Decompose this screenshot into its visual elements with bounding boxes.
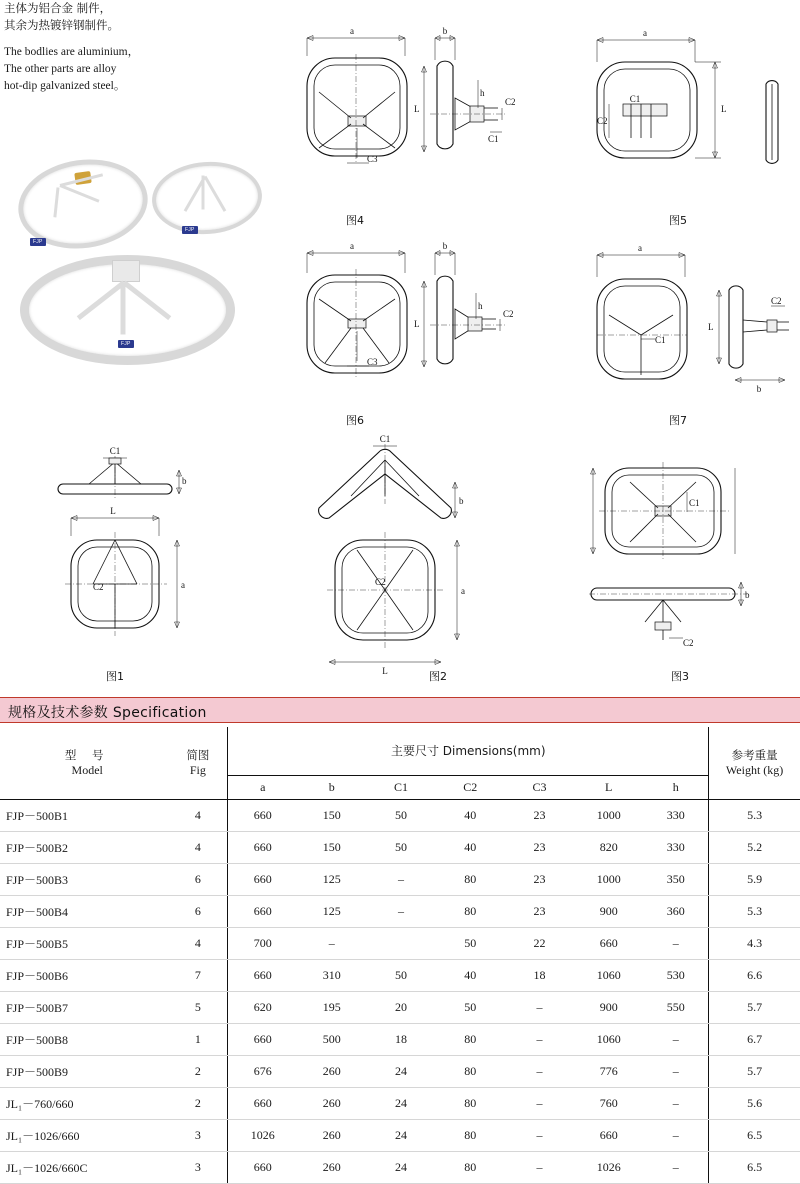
row-h: 360 (643, 895, 708, 927)
row-c3: 23 (505, 799, 574, 831)
row-b: – (297, 927, 366, 959)
row-L: 1000 (574, 799, 643, 831)
table-row (0, 895, 800, 927)
header-col-h: h (643, 775, 708, 799)
row-b: 150 (297, 831, 366, 863)
photo-2-label: FJP (182, 226, 198, 234)
row-c1: 24 (366, 1055, 435, 1087)
row-c2: 80 (436, 863, 505, 895)
table-header-row (0, 727, 800, 775)
row-a: 660 (228, 831, 297, 863)
row-L: 1000 (574, 863, 643, 895)
row-c2: 80 (436, 1055, 505, 1087)
table-head (0, 727, 800, 799)
row-c2: 80 (436, 1087, 505, 1119)
row-h: 330 (643, 799, 708, 831)
row-c1: 24 (366, 1087, 435, 1119)
row-c2: 40 (436, 799, 505, 831)
row-h: 550 (643, 991, 708, 1023)
row-model: FJP－500B6 (0, 959, 168, 991)
row-L: 820 (574, 831, 643, 863)
row-model: FJP－500B5 (0, 927, 168, 959)
header-col-b: b (297, 775, 366, 799)
row-a: 1026 (228, 1119, 297, 1151)
row-h: – (643, 1023, 708, 1055)
figure-2 (305, 430, 525, 675)
row-model: JL₁－1026/660 (0, 1119, 168, 1151)
figure-3 (575, 450, 775, 665)
svg-text:C2: C2 (505, 97, 516, 107)
svg-text:h: h (480, 88, 485, 98)
figure-6-side-view (410, 235, 540, 415)
figure-3-caption: 图3 (671, 670, 689, 683)
row-model: FJP－500B1 (0, 799, 168, 831)
row-b: 150 (297, 799, 366, 831)
row-fig: 4 (168, 831, 227, 863)
row-c3: – (505, 1055, 574, 1087)
row-c1: 18 (366, 1023, 435, 1055)
row-b: 260 (297, 1055, 366, 1087)
row-c3: 23 (505, 831, 574, 863)
svg-text:C1: C1 (689, 498, 700, 508)
description-en-line3: hot-dip galvanized steel。 (4, 80, 126, 92)
row-c1: 24 (366, 1119, 435, 1151)
svg-text:b: b (745, 590, 750, 600)
row-c1: – (366, 863, 435, 895)
svg-text:b: b (182, 476, 187, 486)
row-c3: – (505, 991, 574, 1023)
row-b: 260 (297, 1087, 366, 1119)
row-fig: 5 (168, 991, 227, 1023)
row-model: JL₁－1026/660C (0, 1151, 168, 1183)
svg-text:a: a (350, 26, 354, 36)
row-b: 125 (297, 863, 366, 895)
row-L: 900 (574, 895, 643, 927)
row-c3: 22 (505, 927, 574, 959)
row-b: 260 (297, 1151, 366, 1183)
row-model: FJP－500B7 (0, 991, 168, 1023)
svg-text:L: L (382, 666, 388, 676)
row-model: FJP－500B2 (0, 831, 168, 863)
svg-text:C2: C2 (771, 296, 782, 306)
row-L: 660 (574, 1119, 643, 1151)
row-weight: 5.7 (709, 1055, 800, 1087)
row-c1: – (366, 895, 435, 927)
row-c3: – (505, 1023, 574, 1055)
svg-text:C2: C2 (597, 116, 608, 126)
row-weight: 6.5 (709, 1151, 800, 1183)
table-row (0, 799, 800, 831)
row-c1: 50 (366, 959, 435, 991)
row-b: 260 (297, 1119, 366, 1151)
row-L: 776 (574, 1055, 643, 1087)
row-weight: 5.2 (709, 831, 800, 863)
svg-text:C1: C1 (379, 434, 391, 444)
header-weight-cn: 参考重量 (731, 747, 778, 762)
row-fig: 6 (168, 895, 227, 927)
row-model: FJP－500B4 (0, 895, 168, 927)
photo-3-label: FJP (118, 340, 134, 348)
svg-text:L: L (414, 104, 420, 114)
specification-table (0, 727, 800, 1184)
row-model: JL₁－760/660 (0, 1087, 168, 1119)
header-col-c1: C1 (366, 775, 435, 799)
svg-text:L: L (721, 104, 727, 114)
row-fig: 7 (168, 959, 227, 991)
row-c1: 24 (366, 1151, 435, 1183)
row-b: 500 (297, 1023, 366, 1055)
figure-5-caption: 图5 (669, 214, 687, 227)
svg-text:L: L (110, 506, 116, 516)
row-b: 195 (297, 991, 366, 1023)
header-model-en: Model (71, 762, 103, 777)
svg-text:h: h (478, 301, 483, 311)
row-c3: 23 (505, 863, 574, 895)
row-c2: 80 (436, 1023, 505, 1055)
table-row (0, 1087, 800, 1119)
row-h: – (643, 1151, 708, 1183)
figure-7-caption: 图7 (669, 414, 687, 427)
header-fig-en: Fig (189, 762, 206, 777)
table-row (0, 1023, 800, 1055)
row-c2: 50 (436, 991, 505, 1023)
row-c2: 80 (436, 895, 505, 927)
header-model-cn: 型 号 (64, 747, 110, 762)
figure-5-side-view (760, 70, 800, 190)
photo-3-plate (112, 260, 140, 282)
row-h: 330 (643, 831, 708, 863)
row-c2: 80 (436, 1151, 505, 1183)
row-L: 1060 (574, 959, 643, 991)
row-a: 660 (228, 959, 297, 991)
row-weight: 5.3 (709, 799, 800, 831)
svg-text:a: a (643, 28, 647, 38)
row-weight: 4.3 (709, 927, 800, 959)
table-row (0, 959, 800, 991)
specification-band (0, 697, 800, 723)
photo-3-spoke-c (121, 283, 126, 335)
description-en-line1: The bodlies are aluminium， (4, 46, 140, 58)
svg-text:a: a (461, 586, 465, 596)
row-weight: 5.6 (709, 1087, 800, 1119)
svg-text:C1: C1 (655, 335, 666, 345)
header-fig-cn: 简图 (186, 747, 210, 762)
row-a: 660 (228, 1151, 297, 1183)
svg-text:b: b (442, 241, 448, 251)
row-L: 1026 (574, 1151, 643, 1183)
row-a: 660 (228, 895, 297, 927)
row-b: 125 (297, 895, 366, 927)
row-a: 660 (228, 863, 297, 895)
svg-text:C2: C2 (683, 638, 694, 648)
svg-text:C3: C3 (367, 357, 378, 367)
svg-text:b: b (442, 26, 448, 36)
row-c3: 18 (505, 959, 574, 991)
row-weight: 6.7 (709, 1023, 800, 1055)
row-fig: 4 (168, 927, 227, 959)
row-L: 760 (574, 1087, 643, 1119)
table-row (0, 863, 800, 895)
row-weight: 6.5 (709, 1119, 800, 1151)
table-row (0, 831, 800, 863)
row-a: 660 (228, 799, 297, 831)
table-row (0, 1151, 800, 1183)
description-block (4, 0, 234, 95)
row-L: 1060 (574, 1023, 643, 1055)
row-c1: 50 (366, 799, 435, 831)
figure-5 (575, 20, 745, 195)
table-row (0, 1055, 800, 1087)
row-model: FJP－500B8 (0, 1023, 168, 1055)
row-h: 350 (643, 863, 708, 895)
svg-text:b: b (459, 496, 464, 506)
figure-6-caption: 图6 (346, 414, 364, 427)
svg-text:C1: C1 (629, 94, 641, 104)
row-c3: – (505, 1087, 574, 1119)
row-a: 660 (228, 1087, 297, 1119)
row-c1: 50 (366, 831, 435, 863)
row-c1: 20 (366, 991, 435, 1023)
row-fig: 3 (168, 1119, 227, 1151)
svg-text:C1: C1 (109, 446, 121, 456)
row-a: 660 (228, 1023, 297, 1055)
bottom-figures (0, 430, 800, 690)
row-model: FJP－500B3 (0, 863, 168, 895)
header-col-L: L (574, 775, 643, 799)
svg-text:b: b (756, 384, 762, 394)
row-h: – (643, 927, 708, 959)
figure-7-side-view (705, 260, 800, 410)
header-col-c3: C3 (505, 775, 574, 799)
row-c2: 50 (436, 927, 505, 959)
description-en-line2: The other parts are alloy (4, 63, 117, 75)
row-h: – (643, 1087, 708, 1119)
row-a: 676 (228, 1055, 297, 1087)
photo-oval-frame-2 (150, 158, 265, 237)
row-h: – (643, 1055, 708, 1087)
header-model (0, 727, 168, 799)
row-weight: 5.7 (709, 991, 800, 1023)
svg-text:a: a (181, 580, 185, 590)
header-fig (168, 727, 227, 799)
row-c2: 40 (436, 831, 505, 863)
row-fig: 2 (168, 1087, 227, 1119)
figure-4-side-view (410, 20, 540, 195)
row-a: 700 (228, 927, 297, 959)
row-h: 530 (643, 959, 708, 991)
table-row (0, 927, 800, 959)
description-cn-line1: 主体为铝合金 制件， (4, 1, 112, 15)
header-col-a: a (228, 775, 297, 799)
product-photos (0, 150, 280, 420)
svg-text:a: a (638, 243, 642, 253)
row-model: FJP－500B9 (0, 1055, 168, 1087)
row-L: 900 (574, 991, 643, 1023)
row-fig: 4 (168, 799, 227, 831)
table-row (0, 1119, 800, 1151)
table-row (0, 991, 800, 1023)
svg-text:L: L (414, 319, 420, 329)
row-fig: 1 (168, 1023, 227, 1055)
row-c3: – (505, 1119, 574, 1151)
svg-text:C1: C1 (488, 134, 499, 144)
row-weight: 5.9 (709, 863, 800, 895)
svg-text:C2: C2 (375, 577, 386, 587)
figure-1 (55, 440, 275, 670)
row-fig: 2 (168, 1055, 227, 1087)
row-c3: 23 (505, 895, 574, 927)
row-fig: 6 (168, 863, 227, 895)
svg-text:C2: C2 (93, 582, 104, 592)
specification-title: 规格及技术参数 Specification (8, 705, 207, 721)
row-weight: 6.6 (709, 959, 800, 991)
row-fig: 3 (168, 1151, 227, 1183)
row-h: – (643, 1119, 708, 1151)
row-a: 620 (228, 991, 297, 1023)
figure-4-caption: 图4 (346, 214, 364, 227)
row-weight: 5.3 (709, 895, 800, 927)
header-weight-en: Weight (kg) (725, 762, 784, 777)
figure-1-caption: 图1 (106, 670, 124, 683)
header-col-c2: C2 (436, 775, 505, 799)
svg-text:C2: C2 (503, 309, 514, 319)
row-c3: – (505, 1151, 574, 1183)
header-weight (709, 727, 800, 799)
svg-text:C3: C3 (367, 154, 378, 164)
table-body (0, 799, 800, 1183)
row-b: 310 (297, 959, 366, 991)
specification-table-wrap (0, 727, 800, 1184)
figure-2-caption: 图2 (429, 670, 447, 683)
header-dimensions-group: 主要尺寸 Dimensions(mm) (228, 727, 709, 775)
photo-1-label: FJP (30, 238, 46, 246)
row-L: 660 (574, 927, 643, 959)
svg-text:L: L (708, 322, 714, 332)
row-c2: 40 (436, 959, 505, 991)
photo-2-spoke-c (202, 176, 205, 210)
row-c2: 80 (436, 1119, 505, 1151)
row-c1 (366, 927, 435, 959)
svg-text:a: a (350, 241, 354, 251)
description-cn-line2: 其余为热镀锌钢制件。 (4, 18, 119, 32)
